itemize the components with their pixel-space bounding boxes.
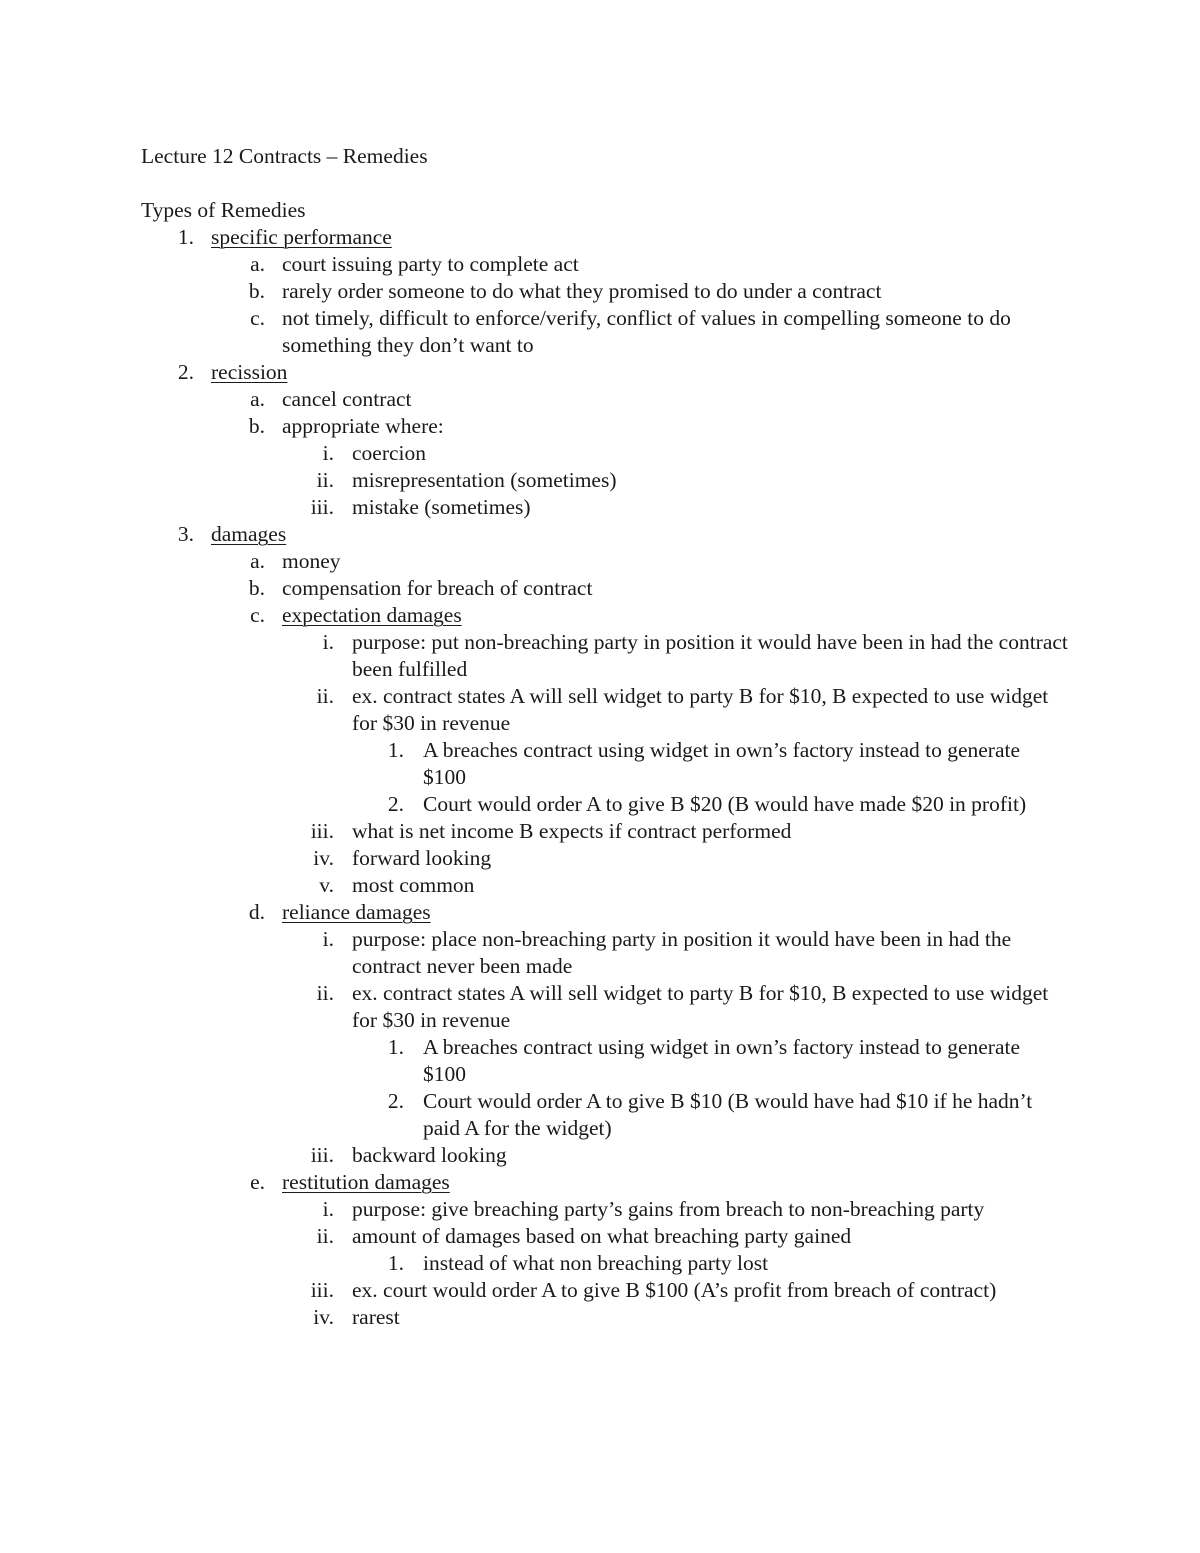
- list-marker: iv.: [313, 1305, 334, 1329]
- list-item-text: [282, 251, 1072, 278]
- outline-item: [0, 1196, 1200, 1223]
- item-text: most common: [352, 873, 475, 897]
- list-item-text: [423, 791, 1053, 818]
- item-text: backward looking: [352, 1143, 507, 1167]
- outline-item: [0, 1034, 1200, 1088]
- list-marker: 2.: [177, 360, 194, 384]
- list-item-text: [352, 926, 1072, 980]
- list-marker: a.: [250, 387, 265, 411]
- list-marker: b.: [248, 414, 265, 438]
- outline-item: [0, 818, 1200, 845]
- outline-item: [0, 872, 1200, 899]
- list-item-text: [352, 1304, 1072, 1331]
- list-marker: a.: [250, 252, 265, 276]
- list-item-text: [282, 899, 1072, 926]
- item-text: rarely order someone to do what they promised to do under a contract: [282, 279, 882, 303]
- list-marker: i.: [322, 630, 334, 654]
- list-item-text: [352, 1196, 1072, 1223]
- outline-item: [0, 521, 1200, 548]
- underlined-topic: restitution damages: [282, 1170, 450, 1194]
- list-marker: 1.: [387, 1251, 404, 1275]
- underlined-topic: recission: [211, 360, 288, 384]
- list-marker: ii.: [316, 1224, 334, 1248]
- list-marker: d.: [248, 900, 265, 924]
- list-marker: ii.: [316, 684, 334, 708]
- list-item-text: [282, 305, 1072, 359]
- outline-item: [0, 926, 1200, 980]
- outline-item: [0, 548, 1200, 575]
- list-item-text: [352, 845, 1072, 872]
- outline-item: [0, 683, 1200, 737]
- item-text: court issuing party to complete act: [282, 252, 579, 276]
- item-text: Court would order A to give B $10 (B would have had $10 if he hadn’t paid A for the widget): [423, 1089, 1033, 1140]
- list-item-text: [282, 548, 1072, 575]
- outline-item: [0, 1277, 1200, 1304]
- list-item-text: [211, 224, 1111, 251]
- outline-item: [0, 278, 1200, 305]
- list-marker: i.: [322, 1197, 334, 1221]
- list-marker: 2.: [387, 792, 404, 816]
- underlined-topic: reliance damages: [282, 900, 431, 924]
- outline-item: [0, 845, 1200, 872]
- list-marker: 1.: [177, 225, 194, 249]
- list-item-text: [423, 1250, 1053, 1277]
- list-marker: ii.: [316, 468, 334, 492]
- list-marker: ii.: [316, 981, 334, 1005]
- item-text: money: [282, 549, 341, 573]
- item-text: rarest: [352, 1305, 400, 1329]
- outline-item: [0, 440, 1200, 467]
- list-item-text: [352, 467, 1072, 494]
- list-marker: iii.: [310, 1143, 334, 1167]
- outline-item: [0, 359, 1200, 386]
- list-item-text: [352, 872, 1072, 899]
- outline-item: [0, 791, 1200, 818]
- item-text: Court would order A to give B $20 (B would have made $20 in profit): [423, 792, 1027, 816]
- underlined-topic: specific performance: [211, 225, 392, 249]
- item-text: purpose: give breaching party’s gains from breach to non-breaching party: [352, 1197, 985, 1221]
- item-text: cancel contract: [282, 387, 412, 411]
- list-item-text: [282, 602, 1072, 629]
- list-marker: c.: [250, 603, 265, 627]
- list-item-text: [282, 575, 1072, 602]
- outline-item: [0, 602, 1200, 629]
- item-text: A breaches contract using widget in own’s factory instead to generate $100: [423, 738, 1021, 789]
- list-marker: 2.: [387, 1089, 404, 1113]
- list-item-text: [211, 521, 1111, 548]
- item-text: purpose: place non-breaching party in position it would have been in had the contract never been made: [352, 927, 1012, 978]
- list-marker: iii.: [310, 819, 334, 843]
- list-marker: 3.: [177, 522, 194, 546]
- list-item-text: [352, 440, 1072, 467]
- outline-item: [0, 413, 1200, 440]
- outline-item: [0, 467, 1200, 494]
- item-text: mistake (sometimes): [352, 495, 531, 519]
- outline-item: [0, 224, 1200, 251]
- item-text: ex. contract states A will sell widget to party B for $10, B expected to use widget for $30 in revenue: [352, 684, 1049, 735]
- list-item-text: [282, 386, 1072, 413]
- item-text: purpose: put non-breaching party in position it would have been in had the contract been fulfilled: [352, 630, 1068, 681]
- list-item-text: [352, 1223, 1072, 1250]
- underlined-topic: damages: [211, 522, 287, 546]
- outline-item: [0, 494, 1200, 521]
- list-marker: iii.: [310, 495, 334, 519]
- item-text: forward looking: [352, 846, 492, 870]
- outline-item: [0, 1223, 1200, 1250]
- list-item-text: [352, 1142, 1072, 1169]
- item-text: coercion: [352, 441, 427, 465]
- list-item-text: [423, 1034, 1053, 1088]
- list-marker: iv.: [313, 846, 334, 870]
- list-item-text: [211, 359, 1111, 386]
- outline-item: [0, 629, 1200, 683]
- outline-item: [0, 305, 1200, 359]
- item-text: A breaches contract using widget in own’s factory instead to generate $100: [423, 1035, 1021, 1086]
- section-heading: Types of Remedies: [141, 198, 306, 222]
- list-item-text: [282, 1169, 1072, 1196]
- item-text: ex. contract states A will sell widget to party B for $10, B expected to use widget for $30 in revenue: [352, 981, 1049, 1032]
- list-marker: iii.: [310, 1278, 334, 1302]
- list-marker: i.: [322, 441, 334, 465]
- list-item-text: [282, 278, 1072, 305]
- list-item-text: [352, 1277, 1072, 1304]
- item-text: amount of damages based on what breaching party gained: [352, 1224, 852, 1248]
- list-marker: i.: [322, 927, 334, 951]
- list-marker: 1.: [387, 738, 404, 762]
- outline-item: [0, 575, 1200, 602]
- outline-list: [0, 224, 1200, 1331]
- outline-item: [0, 980, 1200, 1034]
- item-text: misrepresentation (sometimes): [352, 468, 617, 492]
- list-marker: a.: [250, 549, 265, 573]
- outline-item: [0, 1250, 1200, 1277]
- list-item-text: [352, 980, 1072, 1034]
- item-text: compensation for breach of contract: [282, 576, 593, 600]
- item-text: what is net income B expects if contract performed: [352, 819, 792, 843]
- outline-item: [0, 899, 1200, 926]
- list-marker: c.: [250, 306, 265, 330]
- outline-item: [0, 737, 1200, 791]
- list-marker: 1.: [387, 1035, 404, 1059]
- outline-item: [0, 1088, 1200, 1142]
- list-marker: v.: [319, 873, 334, 897]
- outline-item: [0, 386, 1200, 413]
- list-item-text: [423, 1088, 1053, 1142]
- item-text: not timely, difficult to enforce/verify, conflict of values in compelling someone to do something they don’t want to: [282, 306, 1011, 357]
- outline-item: [0, 1304, 1200, 1331]
- list-marker: e.: [250, 1170, 265, 1194]
- underlined-topic: expectation damages: [282, 603, 462, 627]
- item-text: appropriate where:: [282, 414, 444, 438]
- list-item-text: [282, 413, 1072, 440]
- list-item-text: [352, 683, 1072, 737]
- outline-item: [0, 1169, 1200, 1196]
- outline-item: [0, 251, 1200, 278]
- document-title: Lecture 12 Contracts – Remedies: [141, 144, 428, 168]
- outline-item: [0, 1142, 1200, 1169]
- list-item-text: [352, 494, 1072, 521]
- list-item-text: [352, 629, 1072, 683]
- list-marker: b.: [248, 279, 265, 303]
- list-item-text: [352, 818, 1072, 845]
- list-item-text: [423, 737, 1053, 791]
- item-text: ex. court would order A to give B $100 (A’s profit from breach of contract): [352, 1278, 997, 1302]
- list-marker: b.: [248, 576, 265, 600]
- item-text: instead of what non breaching party lost: [423, 1251, 769, 1275]
